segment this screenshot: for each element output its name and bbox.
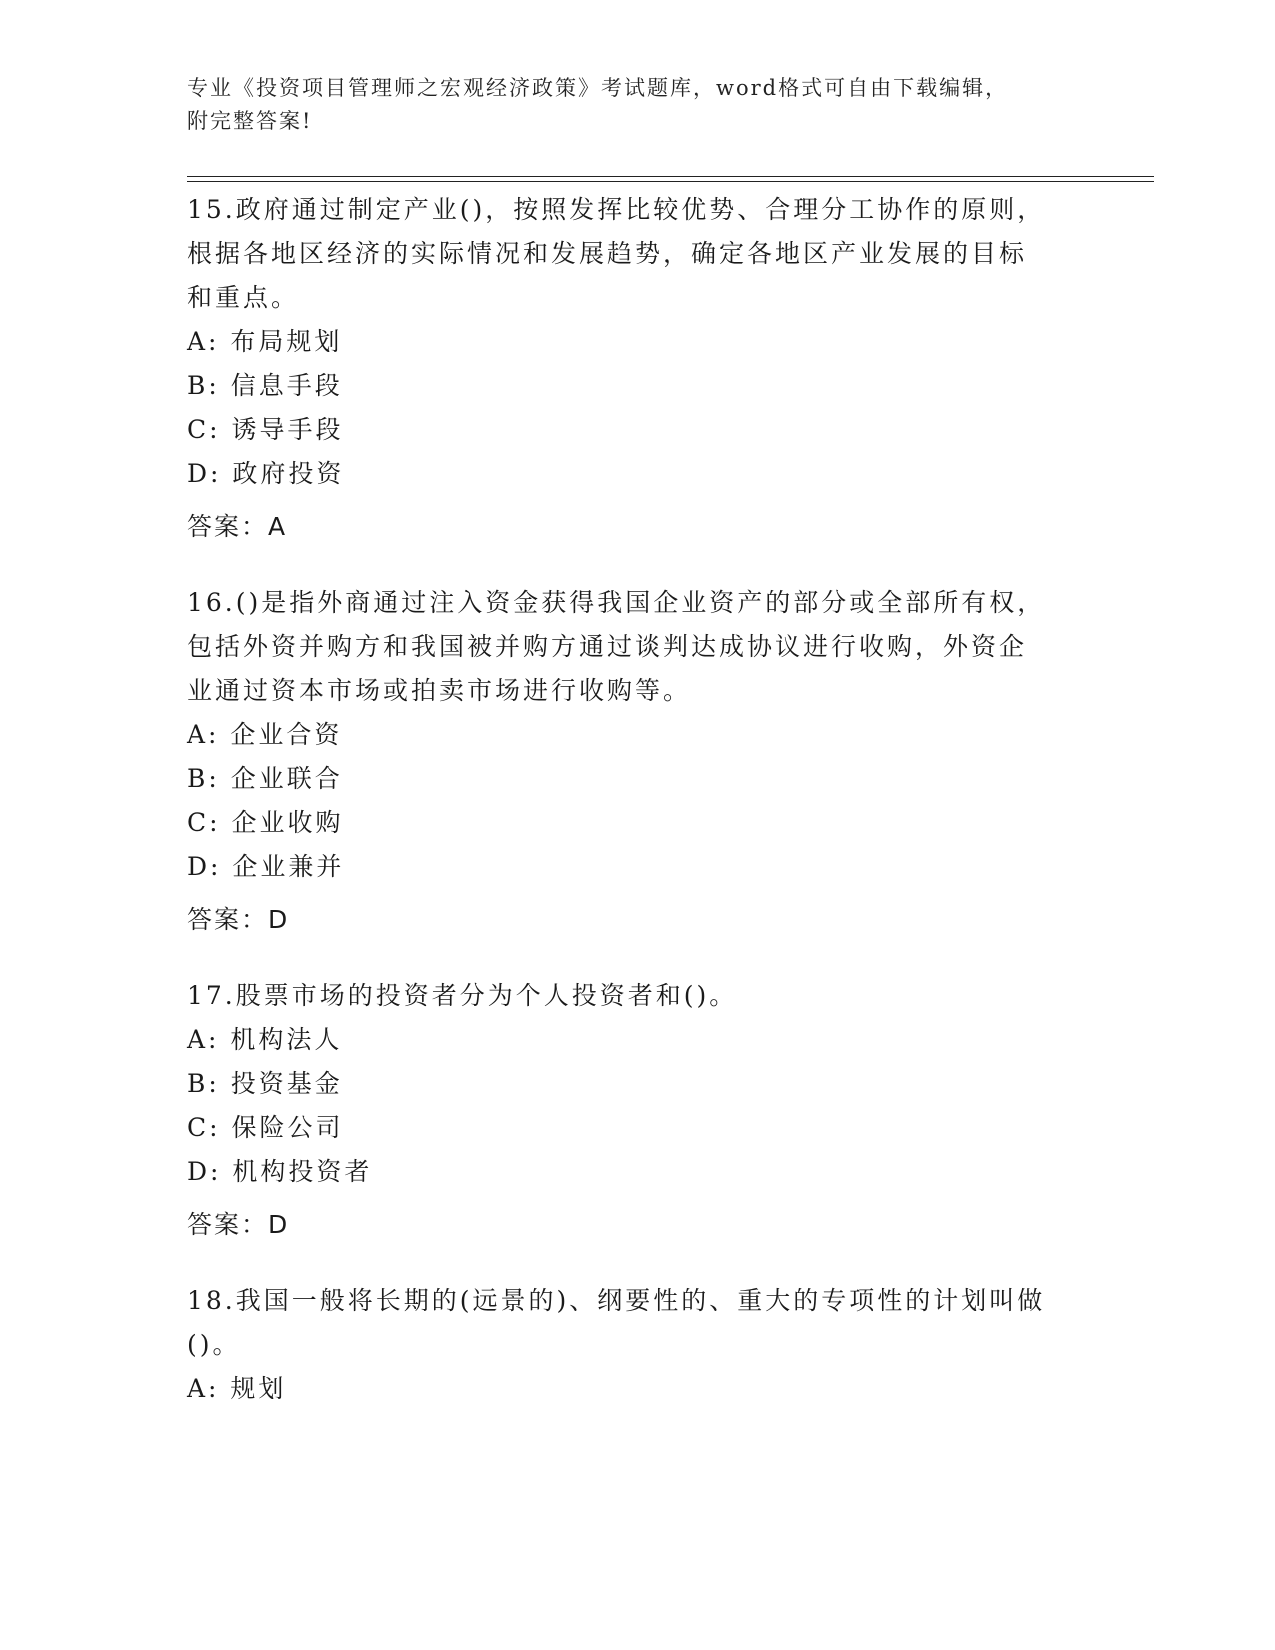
- answer-label: 答案：A: [187, 512, 288, 541]
- header-divider-bottom: [187, 181, 1154, 182]
- question-stem-line: 17.股票市场的投资者分为个人投资者和()。: [187, 981, 738, 1010]
- question-stem-line: ()。: [187, 1330, 241, 1359]
- option-c: C: 诱导手段: [187, 415, 344, 444]
- document-header: [187, 72, 1067, 138]
- question-stem-line: 16.()是指外商通过注入资金获得我国企业资产的部分或全部所有权，: [187, 588, 1046, 617]
- option-b: B: 企业联合: [187, 764, 343, 793]
- header-divider-top: [187, 176, 1154, 177]
- option-c: C: 企业收购: [187, 808, 344, 837]
- question-stem-line: 根据各地区经济的实际情况和发展趋势，确定各地区产业发展的目标: [187, 239, 1028, 268]
- option-c: C: 保险公司: [187, 1113, 344, 1142]
- option-d: D: 政府投资: [187, 459, 345, 488]
- option-d: D: 机构投资者: [187, 1157, 373, 1186]
- option-a: A: 企业合资: [187, 720, 343, 749]
- option-a: A: 规划: [187, 1374, 287, 1403]
- option-a: A: 布局规划: [187, 327, 343, 356]
- option-b: B: 信息手段: [187, 371, 343, 400]
- header-line-2: 附完整答案!: [187, 109, 313, 133]
- answer-label: 答案：D: [187, 905, 290, 934]
- question-stem-line: 和重点。: [187, 283, 300, 312]
- answer-label: 答案：D: [187, 1210, 290, 1239]
- header-line-1: 专业《投资项目管理师之宏观经济政策》考试题库，word格式可自由下载编辑，: [187, 76, 1009, 100]
- option-a: A: 机构法人: [187, 1025, 343, 1054]
- option-d: D: 企业兼并: [187, 852, 345, 881]
- question-stem-line: 15.政府通过制定产业()，按照发挥比较优势、合理分工协作的原则，: [187, 195, 1046, 224]
- question-stem-line: 18.我国一般将长期的(远景的)、纲要性的、重大的专项性的计划叫做: [187, 1286, 1046, 1315]
- question-stem-line: 包括外资并购方和我国被并购方通过谈判达成协议进行收购，外资企: [187, 632, 1028, 661]
- option-b: B: 投资基金: [187, 1069, 343, 1098]
- question-stem-line: 业通过资本市场或拍卖市场进行收购等。: [187, 676, 692, 705]
